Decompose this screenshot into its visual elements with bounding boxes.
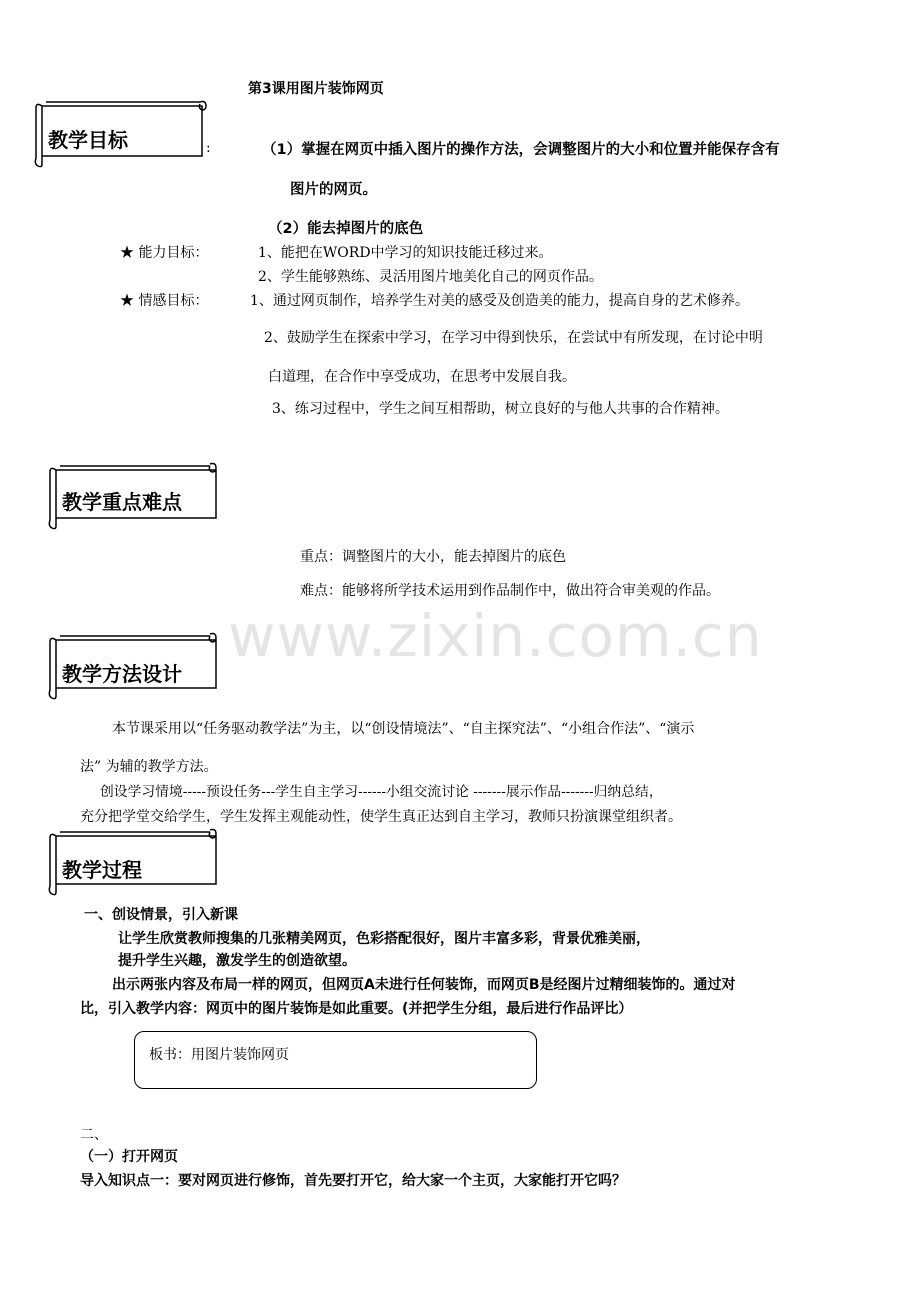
heading-methods — [48, 630, 220, 700]
heading-text: 教学过程 — [62, 858, 142, 882]
process-step-1: 一、创设情景，引入新课 — [84, 907, 238, 923]
heading-text: 教学方法设计 — [62, 662, 182, 686]
blackboard-note-box — [134, 1031, 537, 1089]
ability-goal-2: 2、学生能够熟练、灵活用图片地美化自己的网页作品。 — [258, 269, 603, 285]
watermark: www.zixin.com.cn — [228, 602, 763, 670]
process-step-1-line-3: 出示两张内容及布局一样的网页，但网页A未进行任何装饰，而网页B是经图片过精细装饰的。通过对 — [112, 977, 736, 993]
key-point-focus: 重点：调整图片的大小，能去掉图片的底色 — [300, 549, 566, 565]
methods-para-1-cont: 法” 为辅的教学方法。 — [80, 759, 218, 775]
ability-goal-label: ★ 能力目标： — [120, 245, 209, 261]
methods-para-2: 创设学习情境-----预设任务---学生自主学习------小组交流讨论 -------展示作品-------归纳总结， — [100, 784, 663, 800]
methods-para-1: 本节课采用以“任务驱动教学法”为主，以“创设情境法”、“自主探究法”、“小组合作法”、“演示 — [112, 721, 695, 737]
heading-key-points — [48, 460, 220, 530]
emotion-goal-label: ★ 情感目标： — [120, 293, 209, 309]
process-step-1-line-2: 提升学生兴趣，激发学生的创造欲望。 — [118, 953, 356, 969]
emotion-goal-3: 3、练习过程中，学生之间互相帮助，树立良好的与他人共事的合作精神。 — [272, 401, 729, 417]
knowledge-goal-1: （1）掌握在网页中插入图片的操作方法，会调整图片的大小和位置并能保存含有 — [262, 142, 780, 158]
knowledge-goal-1-cont: 图片的网页。 — [290, 182, 377, 198]
methods-para-2-cont: 充分把学堂交给学生，学生发挥主观能动性，使学生真正达到自主学习，教师只扮演课堂组织者。 — [80, 809, 682, 825]
colon-mark: : — [206, 140, 211, 156]
process-step-1-line-1: 让学生欣赏教师搜集的几张精美网页，色彩搭配很好，图片丰富多彩，背景优雅美丽， — [118, 931, 650, 947]
ability-goal-1: 1、能把在WORD中学习的知识技能迁移过来。 — [258, 245, 553, 261]
knowledge-goal-2: （2）能去掉图片的底色 — [268, 221, 424, 237]
process-step-2-line: 导入知识点一：要对网页进行修饰，首先要打开它，给大家一个主页，大家能打开它吗？ — [80, 1173, 626, 1189]
heading-text: 教学重点难点 — [62, 490, 182, 514]
heading-text: 教学目标 — [48, 128, 128, 152]
lesson-title: 第3课用图片装饰网页 — [248, 81, 384, 97]
blackboard-note-text: 板书：用图片装饰网页 — [149, 1047, 289, 1063]
heading-teaching-goals — [34, 98, 210, 168]
emotion-goal-2-cont: 白道理，在合作中享受成功，在思考中发展自我。 — [268, 369, 576, 385]
process-step-2: 二、 — [80, 1127, 108, 1143]
heading-process — [48, 826, 220, 896]
process-step-1-line-3-cont: 比，引入教学内容：网页中的图片装饰是如此重要。(并把学生分组，最后进行作品评比） — [80, 1001, 633, 1017]
emotion-goal-1: 1、通过网页制作，培养学生对美的感受及创造美的能力，提高自身的艺术修养。 — [250, 293, 749, 309]
key-point-difficulty: 难点：能够将所学技术运用到作品制作中，做出符合审美观的作品。 — [300, 583, 720, 599]
emotion-goal-2: 2、鼓励学生在探索中学习，在学习中得到快乐，在尝试中有所发现，在讨论中明 — [264, 330, 763, 346]
process-step-2-sub: （一）打开网页 — [80, 1149, 178, 1165]
